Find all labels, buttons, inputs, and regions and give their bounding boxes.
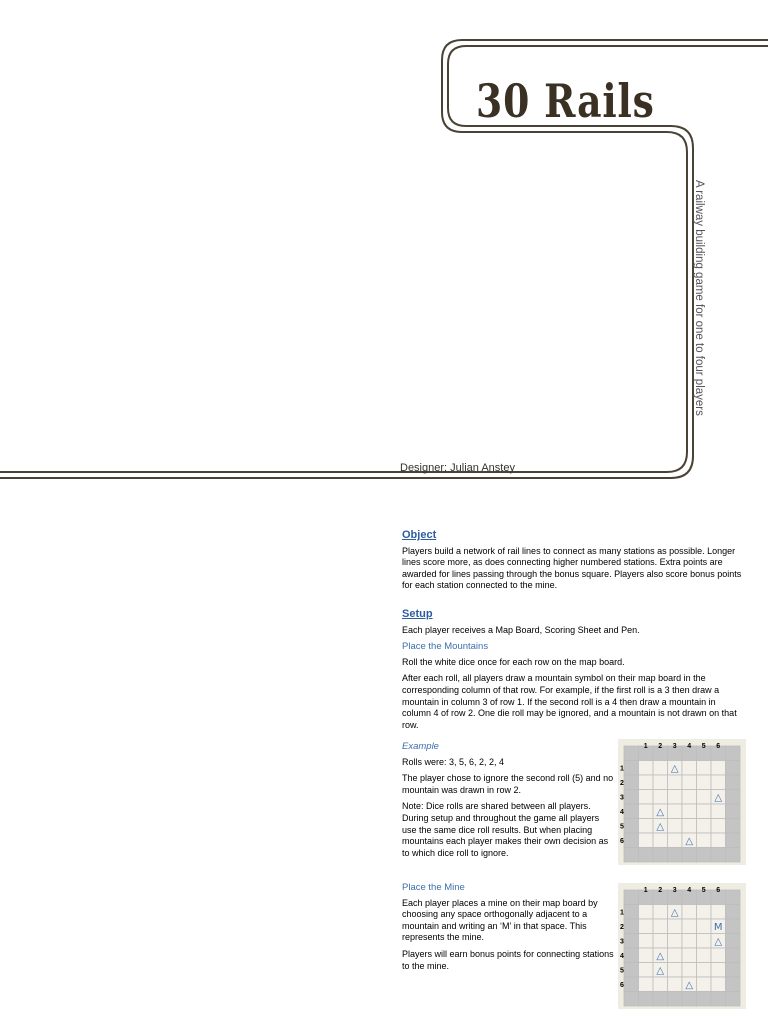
board-cell bbox=[697, 833, 712, 848]
board-cell bbox=[639, 948, 654, 963]
board-cell bbox=[639, 790, 654, 805]
board-edge-cell bbox=[624, 977, 639, 992]
board-edge-cell bbox=[711, 992, 726, 1007]
column-label: 2 bbox=[658, 743, 663, 750]
board-cell bbox=[711, 977, 726, 992]
board-cell bbox=[682, 761, 697, 776]
mountain-icon: △ bbox=[714, 792, 723, 804]
board-edge-cell bbox=[668, 992, 683, 1007]
board-cell bbox=[711, 775, 726, 790]
board-edge-cell bbox=[624, 963, 639, 978]
board-cell bbox=[639, 804, 654, 819]
column-label: 3 bbox=[672, 743, 677, 750]
board-cell bbox=[639, 919, 654, 934]
row-label: 2 bbox=[620, 779, 624, 787]
column-label: 4 bbox=[687, 887, 692, 894]
row-label: 1 bbox=[620, 909, 624, 917]
column-label: 5 bbox=[701, 743, 706, 750]
board-cell bbox=[653, 833, 668, 848]
board-cell bbox=[682, 948, 697, 963]
board-cell bbox=[697, 790, 712, 805]
designer-credit: Designer: Julian Anstey bbox=[400, 462, 515, 474]
mine-text-1: Each player places a mine on their map board by choosing any space orthogonally adjacent to a mountain and writing an ‘M’ in that space. This represents the mine. bbox=[402, 897, 598, 943]
game-subtitle: A railway building game for one to four players bbox=[693, 180, 705, 416]
row-label: 1 bbox=[620, 765, 624, 773]
board-cell bbox=[682, 775, 697, 790]
board-cell bbox=[653, 977, 668, 992]
board-edge-cell bbox=[624, 819, 639, 834]
board-cell bbox=[697, 905, 712, 920]
board-edge-cell bbox=[624, 934, 639, 949]
board-edge-cell bbox=[726, 890, 741, 905]
board-edge-cell bbox=[624, 790, 639, 805]
example-text: The player chose to ignore the second roll (5) and no mountain was drawn in row 2. bbox=[402, 773, 614, 795]
board-edge-cell bbox=[653, 992, 668, 1007]
board-edge-cell bbox=[726, 919, 741, 934]
board-cell bbox=[682, 790, 697, 805]
board-cell bbox=[682, 804, 697, 819]
board-cell bbox=[682, 905, 697, 920]
board-edge-cell bbox=[726, 804, 741, 819]
mountain-icon: △ bbox=[685, 979, 694, 991]
board-edge-cell bbox=[726, 963, 741, 978]
board-edge-cell bbox=[624, 761, 639, 776]
column-label: 4 bbox=[687, 743, 692, 750]
board-cell bbox=[711, 804, 726, 819]
board-edge-cell bbox=[726, 833, 741, 848]
mountain-icon: △ bbox=[714, 936, 723, 948]
board-cell bbox=[697, 804, 712, 819]
board-edge-cell bbox=[726, 992, 741, 1007]
board-edge-cell bbox=[726, 775, 741, 790]
column-label: 2 bbox=[658, 887, 663, 894]
board-cell bbox=[668, 977, 683, 992]
board-edge-cell bbox=[624, 919, 639, 934]
row-label: 5 bbox=[620, 967, 624, 975]
row-label: 4 bbox=[620, 952, 624, 960]
board-cell bbox=[653, 761, 668, 776]
board-edge-cell bbox=[711, 848, 726, 863]
board-edge-cell bbox=[682, 848, 697, 863]
board-cell bbox=[682, 963, 697, 978]
mountain-icon: △ bbox=[670, 763, 679, 775]
board-edge-cell bbox=[668, 848, 683, 863]
mountains-heading: Place the Mountains bbox=[402, 641, 489, 653]
board-cell bbox=[653, 775, 668, 790]
column-label: 1 bbox=[643, 887, 648, 894]
board-cell bbox=[697, 948, 712, 963]
board-cell bbox=[653, 919, 668, 934]
row-label: 6 bbox=[620, 981, 624, 989]
board-cell bbox=[711, 761, 726, 776]
board-edge-cell bbox=[697, 992, 712, 1007]
example-heading: Example bbox=[402, 741, 439, 752]
board-cell bbox=[682, 919, 697, 934]
board-edge-cell bbox=[726, 905, 741, 920]
row-label: 5 bbox=[620, 823, 624, 831]
row-label: 3 bbox=[620, 938, 624, 946]
board-cell bbox=[639, 775, 654, 790]
board-cell bbox=[639, 833, 654, 848]
example-rolls: Rolls were: 3, 5, 6, 2, 2, 4 bbox=[402, 756, 505, 767]
board-edge-cell bbox=[624, 905, 639, 920]
row-label: 2 bbox=[620, 923, 624, 931]
board-cell bbox=[639, 963, 654, 978]
board-edge-cell bbox=[726, 746, 741, 761]
board-cell bbox=[668, 804, 683, 819]
mountain-icon: △ bbox=[656, 950, 665, 962]
object-heading: Object bbox=[402, 529, 437, 541]
board-cell bbox=[668, 963, 683, 978]
row-label: 4 bbox=[620, 808, 624, 816]
board-cell bbox=[711, 819, 726, 834]
board-cell bbox=[668, 790, 683, 805]
board-cell bbox=[711, 833, 726, 848]
game-title: 30 Rails bbox=[476, 74, 655, 128]
board-cell bbox=[668, 819, 683, 834]
example-note: Note: Dice rolls are shared between all players. During setup and throughout the game all players use the same dice roll results. But when placing mountains each player makes their own decision as to which dice roll to ignore. bbox=[402, 801, 609, 858]
board-cell bbox=[668, 833, 683, 848]
board-cell bbox=[668, 775, 683, 790]
board-edge-cell bbox=[726, 977, 741, 992]
mine-text-2: Players will earn bonus points for connecting stations to the mine. bbox=[402, 948, 614, 971]
board-edge-cell bbox=[639, 848, 654, 863]
column-label: 5 bbox=[701, 887, 706, 894]
row-label: 3 bbox=[620, 794, 624, 802]
column-label: 3 bbox=[672, 887, 677, 894]
column-label: 6 bbox=[716, 743, 721, 750]
board-cell bbox=[697, 761, 712, 776]
board-cell bbox=[697, 819, 712, 834]
board-cell bbox=[711, 905, 726, 920]
board-edge-cell bbox=[624, 992, 639, 1007]
example-section bbox=[402, 741, 614, 864]
mine-marker: M bbox=[713, 921, 723, 933]
board-cell bbox=[639, 819, 654, 834]
board-cell bbox=[639, 761, 654, 776]
mountain-icon: △ bbox=[685, 835, 694, 847]
board-edge-cell bbox=[624, 833, 639, 848]
board-edge-cell bbox=[682, 992, 697, 1007]
board-edge-cell bbox=[653, 848, 668, 863]
board-cell bbox=[668, 948, 683, 963]
mountain-icon: △ bbox=[670, 907, 679, 919]
board-cell bbox=[711, 963, 726, 978]
board-edge-cell bbox=[726, 848, 741, 863]
mine-heading: Place the Mine bbox=[402, 882, 465, 893]
row-label: 6 bbox=[620, 837, 624, 845]
column-label: 1 bbox=[643, 743, 648, 750]
mountain-icon: △ bbox=[656, 821, 665, 833]
board-cell bbox=[639, 934, 654, 949]
board-edge-cell bbox=[624, 775, 639, 790]
board-edge-cell bbox=[624, 890, 639, 905]
board-cell bbox=[697, 919, 712, 934]
board-cell bbox=[639, 977, 654, 992]
board-edge-cell bbox=[624, 948, 639, 963]
board-cell bbox=[668, 934, 683, 949]
setup-section bbox=[402, 609, 747, 736]
object-text: Players build a network of rail lines to connect as many stations as possible. Longer lines score more, as does connecting higher numbered stations. Extra points are awarded for lines passing through the bonus square. Players also score bonus points for each station connected to the mine. bbox=[402, 545, 742, 591]
board-edge-cell bbox=[624, 804, 639, 819]
board-cell bbox=[697, 963, 712, 978]
board-cell bbox=[653, 790, 668, 805]
mine-map-board bbox=[618, 883, 746, 1009]
example-map-board bbox=[618, 739, 746, 865]
board-cell bbox=[697, 775, 712, 790]
mountain-icon: △ bbox=[656, 806, 665, 818]
board-cell bbox=[639, 905, 654, 920]
board-edge-cell bbox=[624, 746, 639, 761]
board-cell bbox=[697, 934, 712, 949]
mountains-text-1: Roll the white dice once for each row on the map board. bbox=[402, 656, 625, 667]
board-cell bbox=[653, 905, 668, 920]
board-edge-cell bbox=[726, 934, 741, 949]
mountain-icon: △ bbox=[656, 965, 665, 977]
board-edge-cell bbox=[726, 819, 741, 834]
board-cell bbox=[711, 948, 726, 963]
setup-heading: Setup bbox=[402, 608, 433, 620]
board-cell bbox=[653, 934, 668, 949]
column-label: 6 bbox=[716, 887, 721, 894]
object-section bbox=[402, 530, 747, 597]
board-edge-cell bbox=[624, 848, 639, 863]
board-cell bbox=[682, 819, 697, 834]
board-cell bbox=[682, 934, 697, 949]
board-edge-cell bbox=[639, 992, 654, 1007]
board-edge-cell bbox=[726, 948, 741, 963]
setup-text: Each player receives a Map Board, Scoring Sheet and Pen. bbox=[402, 624, 640, 635]
mine-section bbox=[402, 882, 614, 977]
board-edge-cell bbox=[697, 848, 712, 863]
board-edge-cell bbox=[726, 761, 741, 776]
board-cell bbox=[668, 919, 683, 934]
mountains-text-2: After each roll, all players draw a mountain symbol on their map board in the corresponding column of that row. For example, if the first roll is a 3 then draw a mountain in column 3 of row 1. If the second roll is a 4 then draw a mountain in column 4 of row 2. One die roll may be ignored, and a mountain is not drawn on that row. bbox=[402, 673, 737, 730]
board-cell bbox=[697, 977, 712, 992]
board-edge-cell bbox=[726, 790, 741, 805]
